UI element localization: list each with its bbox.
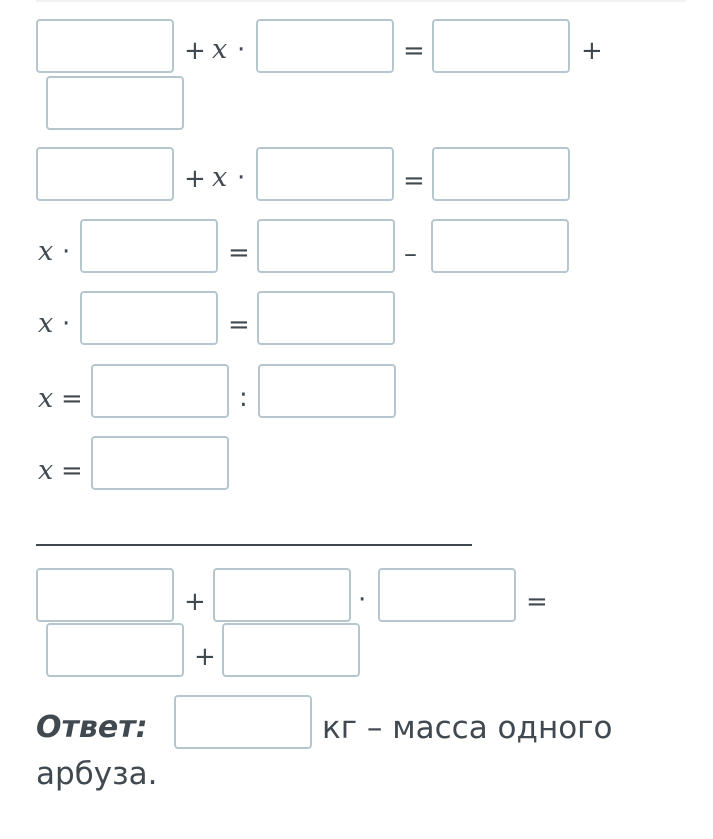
answer-input-15[interactable] (91, 436, 229, 490)
answer-unit-text: кг – масса одного (322, 710, 613, 746)
answer-input-3[interactable] (432, 19, 570, 73)
answer-input-18[interactable] (378, 568, 516, 622)
variable-x: x (38, 236, 54, 267)
plus-sign: + (581, 36, 603, 66)
answer-input-final[interactable] (174, 695, 312, 749)
separator-line (36, 544, 472, 546)
variable-x: x (212, 162, 228, 193)
dot-sign: · (62, 309, 71, 339)
answer-input-14[interactable] (258, 364, 396, 418)
answer-input-4[interactable] (46, 76, 184, 130)
variable-x: x (38, 308, 54, 339)
colon-sign: : (239, 383, 248, 413)
plus-sign: + (194, 642, 216, 672)
dot-sign: · (62, 237, 71, 267)
answer-input-20[interactable] (222, 623, 360, 677)
plus-sign: + (184, 587, 206, 617)
plus-sign: + (184, 36, 206, 66)
minus-sign: – (404, 239, 417, 269)
answer-input-13[interactable] (91, 364, 229, 418)
answer-input-11[interactable] (80, 291, 218, 345)
answer-input-19[interactable] (46, 623, 184, 677)
answer-input-8[interactable] (80, 219, 218, 273)
variable-x: x (212, 34, 228, 65)
dot-sign: · (358, 585, 367, 615)
top-divider (36, 0, 686, 2)
answer-input-12[interactable] (257, 291, 395, 345)
answer-input-5[interactable] (36, 147, 174, 201)
answer-input-7[interactable] (432, 147, 570, 201)
answer-label: Ответ: (36, 710, 148, 745)
equals-sign: = (403, 166, 425, 196)
equals-sign: = (61, 384, 83, 414)
equals-sign: = (228, 310, 250, 340)
equals-sign: = (228, 238, 250, 268)
plus-sign: + (184, 164, 206, 194)
answer-input-6[interactable] (256, 147, 394, 201)
variable-x: x (38, 455, 54, 486)
answer-input-17[interactable] (213, 568, 351, 622)
equals-sign: = (403, 36, 425, 66)
variable-x: x (38, 383, 54, 414)
dot-sign: · (237, 35, 246, 65)
answer-input-2[interactable] (256, 19, 394, 73)
answer-input-1[interactable] (36, 19, 174, 73)
answer-input-16[interactable] (36, 568, 174, 622)
answer-input-9[interactable] (257, 219, 395, 273)
equals-sign: = (61, 456, 83, 486)
answer-unit-text-continued: арбуза. (36, 756, 158, 792)
equals-sign: = (526, 587, 548, 617)
dot-sign: · (237, 163, 246, 193)
answer-input-10[interactable] (431, 219, 569, 273)
